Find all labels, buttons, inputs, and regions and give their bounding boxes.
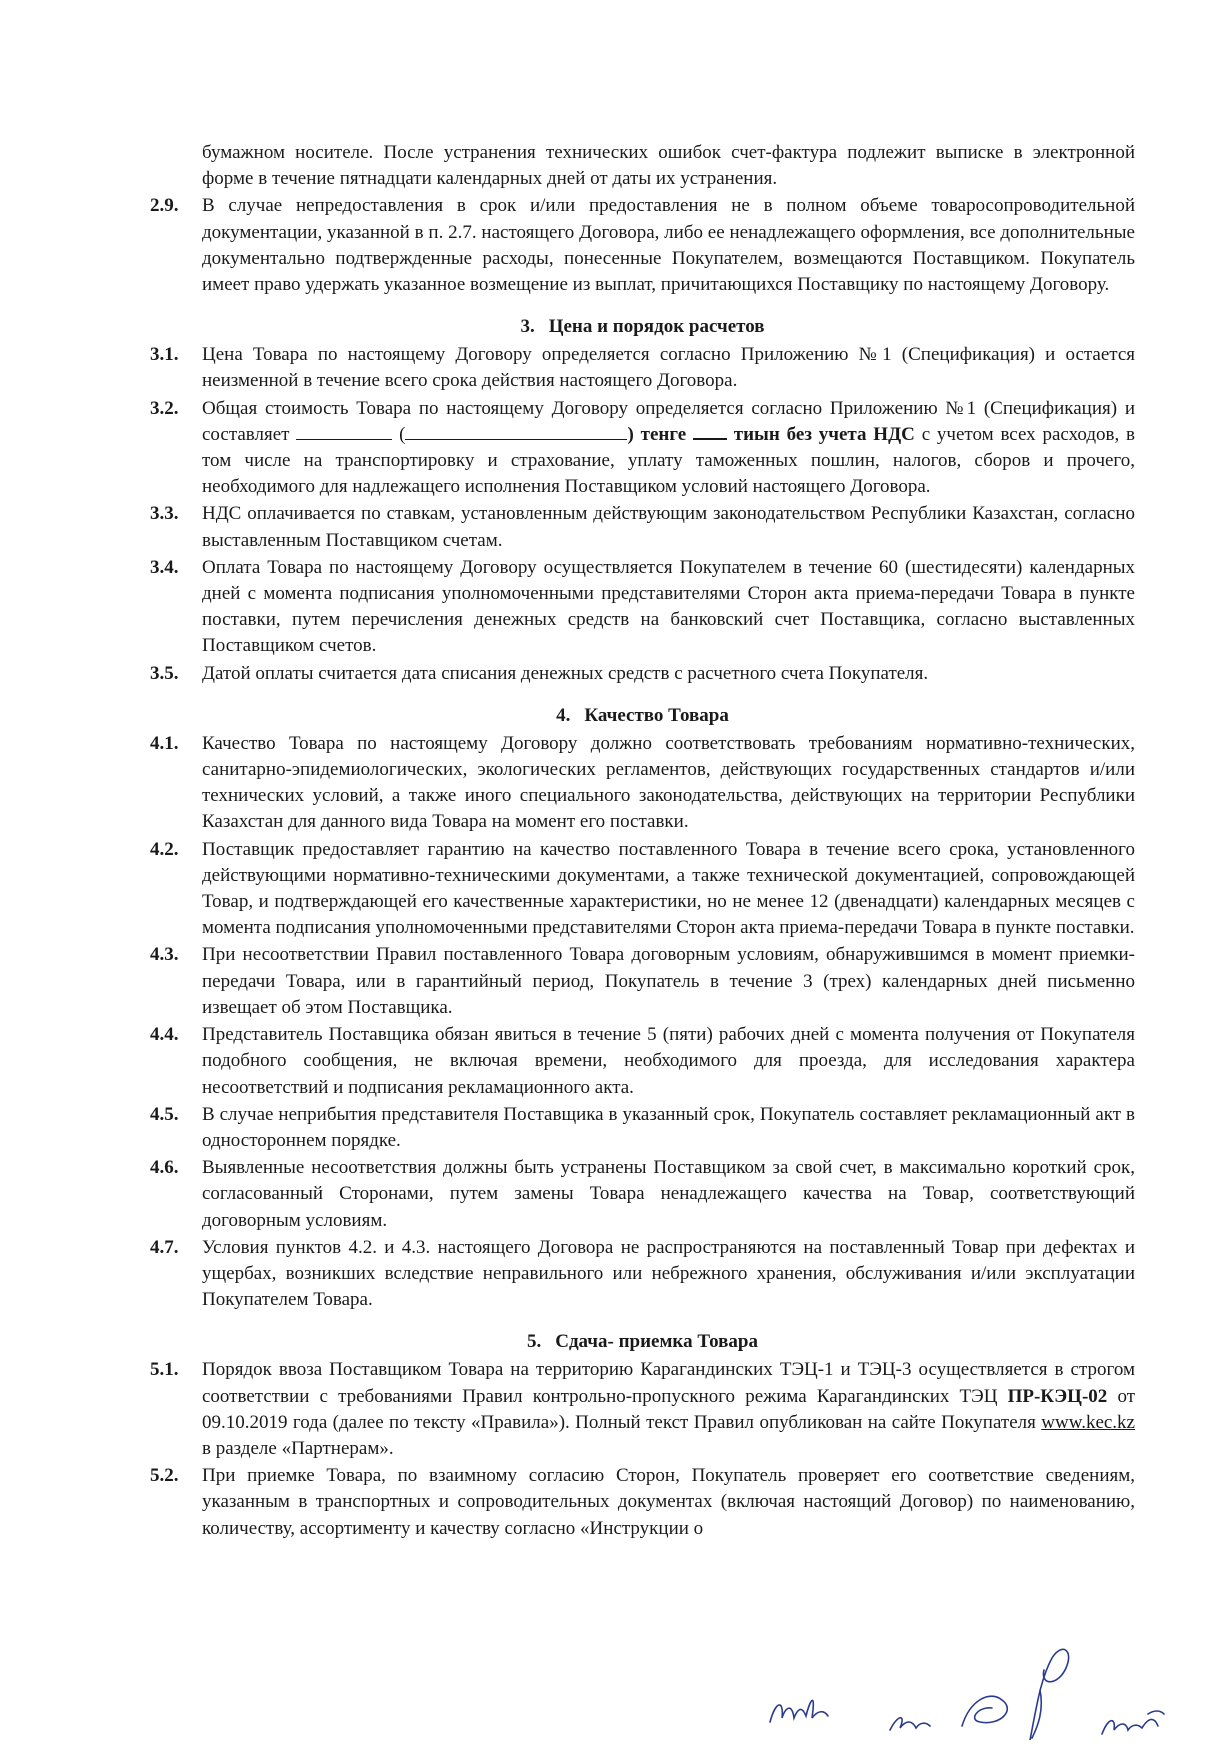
clause-text: в разделе «Партнерам». [202, 1437, 394, 1459]
section-5-heading [150, 1329, 1135, 1355]
clause-number: 3.5. [150, 662, 179, 684]
clause-5-2 [150, 1463, 1135, 1542]
intro-paragraph [150, 140, 1135, 192]
clause-number: 4.3. [150, 944, 179, 966]
clause-number: 3.2. [150, 397, 179, 419]
section-title: Сдача- приемка Товара [555, 1331, 759, 1353]
clause-4-7 [150, 1235, 1135, 1314]
signature-marks [740, 1630, 1220, 1740]
clause-number: 3.3. [150, 503, 179, 525]
clause-text: При несоответствии Правил поставленного Товара договорным условиям, обнаружившимся в момент приемки-передачи Товара, или в гарантийный период, Покупатель в течение 3 (трех) календарных дней письменно извещает об этом Поставщика. [202, 944, 1135, 1018]
clause-3-1 [150, 342, 1135, 394]
signature-2 [890, 1718, 930, 1730]
clause-4-1 [150, 731, 1135, 836]
clause-number: 5.2. [150, 1465, 179, 1487]
clause-text: Качество Товара по настоящему Договору должно соответствовать требованиям нормативно-технических, санитарно-эпидемиологических, экологических регламентов, действующих государственных стандартов и/или технических условий, а также иного специального законодательства, действующих на территории Республики Казахстан для данного вида Товара на момент его поставки. [202, 732, 1135, 833]
section-3-heading [150, 314, 1135, 340]
clause-3-3 [150, 501, 1135, 553]
clause-4-3 [150, 942, 1135, 1021]
clause-number: 4.1. [150, 732, 179, 754]
clause-5-1 [150, 1357, 1135, 1462]
section-number: 5. [526, 1331, 542, 1353]
clause-text: Датой оплаты считается дата списания денежных средств с расчетного счета Покупателя. [202, 662, 929, 684]
clause-number: 4.4. [150, 1024, 179, 1046]
clause-number: 5.1. [150, 1359, 179, 1381]
intro-text: бумажном носителе. После устранения технических ошибок счет-фактура подлежит выписке в электронной форме в течение пятнадцати календарных дней от даты их устранения. [202, 142, 1135, 190]
clause-2-9 [150, 193, 1135, 298]
clause-text: В случае неприбытия представителя Поставщика в указанный срок, Покупатель составляет рекламационный акт в одностороннем порядке. [202, 1103, 1135, 1151]
clause-text: Общая стоимость Товара по настоящему Договору определяется согласно Приложению №1 (Спецификация) и составляет [202, 397, 1135, 445]
clause-text: НДС оплачивается по ставкам, установленным действующим законодательством Республики Казахстан, согласно выставленным Поставщиком счетам. [202, 503, 1135, 551]
clause-4-5 [150, 1102, 1135, 1154]
clause-text: Поставщик предоставляет гарантию на качество поставленного Товара в течение всего срока, установленного действующими нормативно-техническими документами, а также технической документацией, сопровождающей Товар, и подтверждающей его качественные характеристики, но не менее 12 (двенадцати) календарных месяцев с момента подписания уполномоченными представителями Сторон акта приема-передачи Товара в пункте поставки. [202, 838, 1135, 939]
clause-number: 4.5. [150, 1103, 179, 1125]
clause-3-2 [150, 396, 1135, 501]
clause-text: Выявленные несоответствия должны быть устранены Поставщиком за свой счет, в максимально короткий срок, согласованный Сторонами, путем замены Товара ненадлежащего качества на Товар, соответствующий договорным условиям. [202, 1157, 1135, 1231]
signature-1 [770, 1700, 828, 1722]
section-title: Качество Товара [584, 704, 729, 726]
clause-number: 3.4. [150, 556, 179, 578]
amount-blank [296, 423, 392, 440]
clause-number: 4.7. [150, 1236, 179, 1258]
clause-text: от 09.10.2019 года (далее по тексту «Правила»). Полный текст Правил опубликован на сайте Покупателя [202, 1385, 1135, 1433]
section-number: 4. [556, 704, 571, 726]
clause-text: Условия пунктов 4.2. и 4.3. настоящего Договора не распространяются на поставленный Товар при дефектах и ущербах, возникших вследствие неправильного или небрежного хранения, обслуживания и/или эксплуатации Покупателем Товара. [202, 1236, 1135, 1311]
clause-text: с учетом всех расходов, в том числе на транспортировку и страхование, уплату таможенных пошлин, налогов, сборов и прочего, необходимого для надлежащего исполнения Поставщиком условий настоящего Договора. [202, 423, 1135, 498]
section-title: Цена и порядок расчетов [548, 316, 765, 338]
clause-4-4 [150, 1022, 1135, 1101]
clause-4-6 [150, 1155, 1135, 1234]
clause-text: Порядок ввоза Поставщиком Товара на территорию Карагандинских ТЭЦ-1 и ТЭЦ-3 осуществляется в строгом соответствии с требованиями Правил контрольно-пропускного режима Карагандинских ТЭЦ [202, 1359, 1135, 1407]
clause-number: 4.2. [150, 838, 179, 860]
clause-number: 4.6. [150, 1157, 179, 1179]
amount-words-blank [405, 423, 627, 440]
currency-text: ) тенге [627, 423, 693, 445]
clause-text: В случае непредоставления в срок и/или предоставления не в полном объеме товаросопроводительной документации, указанной в п. 2.7. настоящего Договора, либо ее ненадлежащего оформления, все дополнительные документально подтвержденные расходы, понесенные Покупателем, возмещаются Поставщиком. Покупатель имеет право удержать указанное возмещение из выплат, причитающихся Поставщику по настоящему Договору. [202, 195, 1135, 296]
signature-4 [1030, 1649, 1069, 1740]
clause-4-2 [150, 837, 1135, 942]
clause-text: Представитель Поставщика обязан явиться в течение 5 (пяти) рабочих дней с момента получения от Покупателя подобного сообщения, не включая времени, необходимого для проезда, для исследования характера несоответствий и подписания рекламационного акта. [202, 1024, 1135, 1098]
clause-number: 2.9. [150, 195, 179, 217]
section-number: 3. [520, 316, 535, 338]
tiyn-blank [693, 422, 727, 440]
clause-text: Цена Товара по настоящему Договору определяется согласно Приложению №1 (Спецификация) и остается неизменной в течение всего срока действия настоящего Договора. [202, 344, 1135, 392]
website-link[interactable]: www.kec.kz [1041, 1411, 1135, 1433]
clause-text: При приемке Товара, по взаимному согласию Сторон, Покупатель проверяет его соответствие сведениям, указанным в транспортных и сопроводительных документах (включая настоящий Договор) по наименованию, количеству, ассортименту и качеству согласно «Инструкции о [202, 1465, 1135, 1539]
signature-3 [962, 1696, 1007, 1726]
vat-text: тиын без учета НДС [726, 423, 915, 445]
document-body [150, 140, 1135, 1543]
section-4-heading [150, 703, 1135, 729]
clause-number: 3.1. [150, 344, 179, 366]
clause-text: ( [392, 423, 406, 445]
signature-5 [1102, 1711, 1164, 1734]
rules-code: ПР-КЭЦ-02 [1007, 1385, 1108, 1407]
handwritten-signatures [740, 1630, 1220, 1740]
clause-text: Оплата Товара по настоящему Договору осуществляется Покупателем в течение 60 (шестидесяти) календарных дней с момента подписания уполномоченными представителями Сторон акта приема-передачи Товара в пункте поставки, путем перечисления денежных средств на банковский счет Поставщика, согласно выставленных Поставщиком счетов. [202, 556, 1135, 657]
clause-3-5 [150, 661, 1135, 687]
clause-3-4 [150, 555, 1135, 660]
